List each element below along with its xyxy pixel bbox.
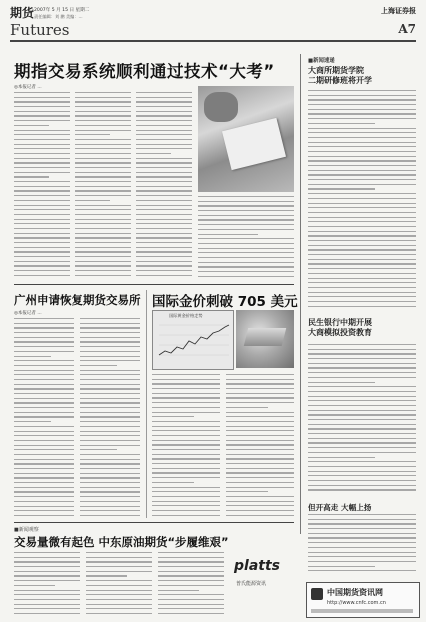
gold-body-col-2 bbox=[226, 374, 294, 518]
bottom-body-col-2 bbox=[86, 552, 152, 616]
issue-date-line: 2007年 5 月 15 日 星期二 bbox=[34, 8, 90, 13]
gold-chart-caption: 国际黄金价格走势 bbox=[169, 313, 203, 318]
platts-ad[interactable] bbox=[230, 548, 296, 616]
editor-line: 责任编辑：刘 鹏 美编：... bbox=[34, 14, 83, 19]
gold-headline: 国际金价刺破 705 美元 bbox=[152, 294, 298, 310]
gold-chart-svg bbox=[153, 311, 233, 369]
guangzhou-byline: ◎本报记者 ... bbox=[14, 311, 42, 316]
cnfc-ad-bar bbox=[311, 609, 413, 613]
bottom-body-col-3 bbox=[158, 552, 224, 616]
right-story1-headline-2: 二期研修班将开学 bbox=[308, 76, 372, 85]
right-story2-headline bbox=[308, 318, 372, 338]
lead-body-col-2 bbox=[75, 92, 131, 280]
masthead bbox=[0, 0, 426, 48]
cnfc-ad[interactable] bbox=[306, 582, 420, 618]
lead-headline: 期指交易系统顺利通过技术“大考” bbox=[14, 62, 275, 81]
gold-body-col-1 bbox=[152, 374, 220, 518]
right-story1-body bbox=[308, 90, 416, 310]
bottom-kicker: ■新闻观察 bbox=[14, 527, 39, 533]
right-story2-body bbox=[308, 344, 416, 496]
masthead-rule bbox=[10, 40, 416, 42]
right-column-divider bbox=[300, 54, 301, 534]
photo-hand-shape bbox=[204, 92, 238, 122]
right-story2-headline-2: 大商模拟投资教育 bbox=[308, 328, 372, 337]
right-story1-headline-1: 大商所期货学院 bbox=[308, 66, 364, 75]
right-story1-headline bbox=[308, 66, 372, 86]
guangzhou-divider bbox=[146, 290, 147, 518]
guangzhou-body-col-1 bbox=[14, 318, 74, 518]
news-tag: ■新闻速递 bbox=[308, 58, 335, 64]
gold-bar-shape bbox=[244, 328, 286, 346]
guangzhou-headline: 广州申请恢复期货交易所 bbox=[14, 293, 141, 307]
photo-document-shape bbox=[222, 118, 286, 170]
bottom-headline: 交易量微有起色 中东原油期货“步履维艰” bbox=[14, 535, 229, 549]
gold-chart bbox=[152, 310, 234, 370]
guangzhou-body-col-2 bbox=[80, 318, 140, 518]
paper-name: 上海证券报 bbox=[381, 7, 416, 15]
right-story2-headline-1: 民生银行中期开展 bbox=[308, 318, 372, 327]
cnfc-ad-name: 中国期货资讯网 bbox=[327, 588, 383, 597]
gold-price-line bbox=[159, 325, 229, 355]
cnfc-ad-logo-mark bbox=[311, 588, 323, 600]
platts-logo: platts bbox=[234, 558, 280, 574]
lead-body-col-3 bbox=[136, 92, 192, 280]
page-number: A7 bbox=[398, 22, 416, 36]
cnfc-ad-url[interactable]: http://www.cnfc.com.cn bbox=[327, 600, 386, 606]
lead-byline: ◎本报记者 ... bbox=[14, 85, 42, 90]
lead-body-col-1 bbox=[14, 92, 70, 280]
lead-divider bbox=[14, 284, 294, 285]
gold-photo bbox=[236, 310, 294, 368]
bottom-body-col-1 bbox=[14, 552, 80, 616]
bottom-divider bbox=[14, 522, 294, 523]
section-name-en: Futures bbox=[10, 21, 70, 39]
lead-photo bbox=[198, 86, 294, 192]
section-name-cn: 期货 bbox=[10, 6, 35, 20]
lead-body-col-4 bbox=[198, 196, 294, 280]
right-story3-headline: 但开高走 大幅上扬 bbox=[308, 503, 372, 512]
platts-sub: 普氏能源资讯 bbox=[236, 581, 267, 587]
right-story3-body bbox=[308, 514, 416, 576]
